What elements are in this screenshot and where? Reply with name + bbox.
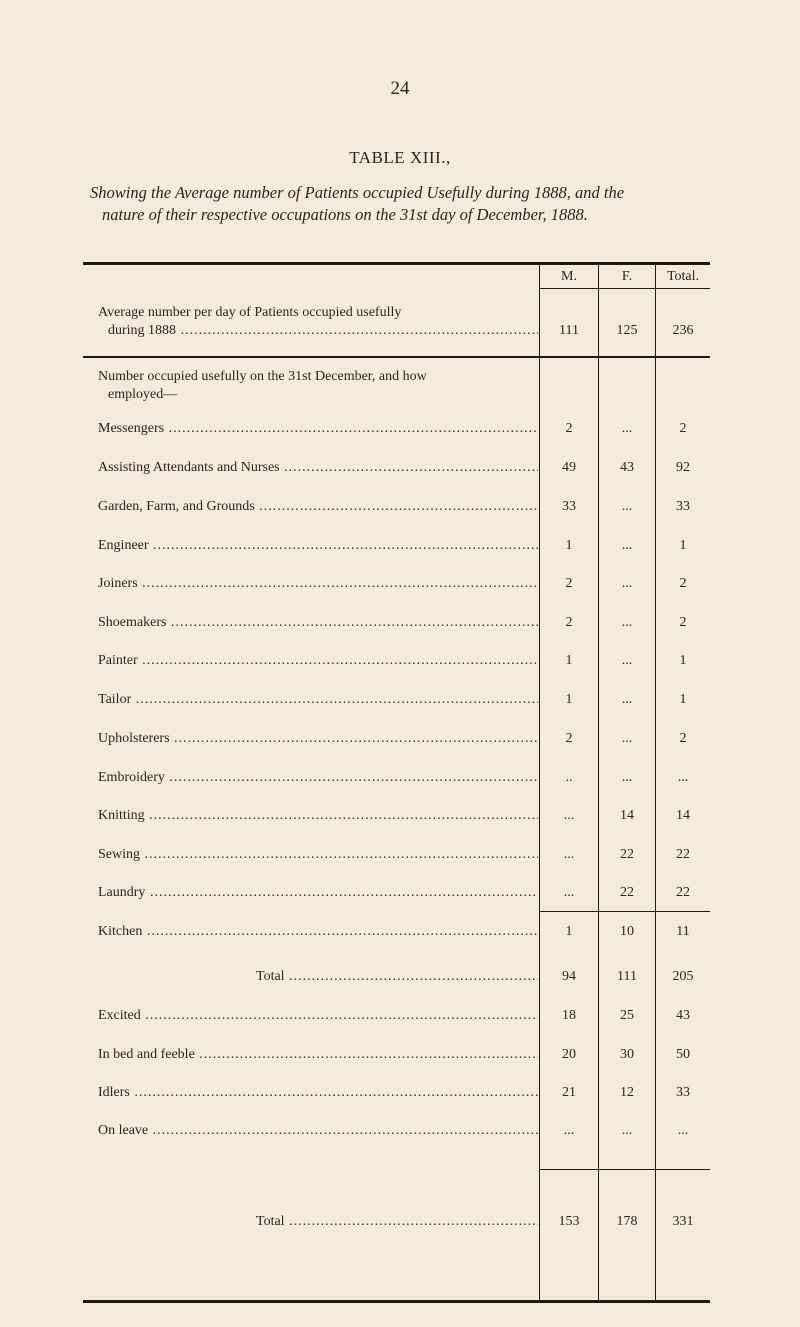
row-m: 1 — [565, 538, 573, 553]
subtotal-m: 94 — [562, 969, 576, 984]
table-top-rule — [83, 262, 710, 265]
row-label-text: Excited — [98, 1008, 141, 1023]
row-f: ... — [621, 1123, 633, 1138]
row-label-text: Kitchen — [98, 924, 143, 939]
row-m: ... — [563, 808, 575, 823]
average-f: 125 — [616, 323, 638, 338]
row-m: 49 — [562, 460, 576, 475]
row-label-text: Laundry — [98, 885, 146, 900]
row-f: 25 — [620, 1008, 634, 1023]
subtotal-rule — [539, 911, 710, 912]
row-f: ... — [621, 653, 633, 668]
table-row-label — [98, 923, 538, 941]
table-row-label — [98, 1046, 538, 1064]
table-row-label — [98, 1084, 538, 1102]
subtotal-f: 111 — [617, 969, 637, 984]
table-bottom-rule — [83, 1300, 710, 1303]
row-total: 22 — [676, 885, 690, 900]
row-f: ... — [621, 421, 633, 436]
row-label-text: Sewing — [98, 847, 140, 862]
table-row-label — [98, 459, 538, 477]
grand-total-label — [98, 1213, 538, 1231]
row-total: 33 — [676, 499, 690, 514]
row-label-text: Messengers — [98, 421, 165, 436]
row-f: 14 — [620, 808, 634, 823]
row-m: 20 — [562, 1047, 576, 1062]
row-m: 18 — [562, 1008, 576, 1023]
subtotal-total: 205 — [672, 969, 694, 984]
row-total: 11 — [676, 924, 690, 939]
row-total: 2 — [679, 576, 687, 591]
subtitle-line-2: nature of their respective occupations on the 31st day of December, 1888. — [102, 205, 588, 224]
subtotal-label-text: Total — [256, 969, 285, 984]
table-row-label — [98, 769, 538, 787]
row-label-text: In bed and feeble — [98, 1047, 195, 1062]
row-m: 2 — [565, 731, 573, 746]
row-m: 21 — [562, 1085, 576, 1100]
table-row-label — [98, 730, 538, 748]
column-header-total: Total. — [666, 269, 700, 284]
row-label-text: Embroidery — [98, 770, 165, 785]
page-number: 24 — [390, 78, 410, 99]
row-f: 12 — [620, 1085, 634, 1100]
row-label-text: Knitting — [98, 808, 145, 823]
row-m: ... — [563, 1123, 575, 1138]
row-total: 22 — [676, 847, 690, 862]
row-total: 2 — [679, 615, 687, 630]
table-row-label — [98, 420, 538, 438]
row-m: 1 — [565, 653, 573, 668]
row-f: ... — [621, 615, 633, 630]
row-f: ... — [621, 692, 633, 707]
row-label-text: Garden, Farm, and Grounds — [98, 499, 255, 514]
table-row-label — [98, 846, 538, 864]
row-m: 2 — [565, 421, 573, 436]
row-total: 1 — [679, 692, 687, 707]
row-total: 43 — [676, 1008, 690, 1023]
row-f: 10 — [620, 924, 634, 939]
row-total: 1 — [679, 538, 687, 553]
row-m: 2 — [565, 615, 573, 630]
row-label-text: Assisting Attendants and Nurses — [98, 460, 280, 475]
row-f: 22 — [620, 885, 634, 900]
row-total: 1 — [679, 653, 687, 668]
employed-heading-line-2: employed— — [108, 387, 178, 402]
row-total: 33 — [676, 1085, 690, 1100]
row-m: 33 — [562, 499, 576, 514]
row-label-text: Shoemakers — [98, 615, 167, 630]
row-m: .. — [565, 770, 573, 785]
row-label-text: Joiners — [98, 576, 138, 591]
grand-total-m: 153 — [558, 1214, 580, 1229]
row-total: ... — [677, 770, 689, 785]
row-m: 2 — [565, 576, 573, 591]
row-f: 30 — [620, 1047, 634, 1062]
average-label-line-1: Average number per day of Patients occupied usefully — [98, 305, 402, 320]
row-f: ... — [621, 770, 633, 785]
row-m: ... — [563, 847, 575, 862]
subtotal-label — [98, 968, 538, 986]
column-header-f: F. — [621, 269, 633, 284]
column-header-m: M. — [561, 269, 577, 284]
table-row-label — [98, 575, 538, 593]
row-label-text: Engineer — [98, 538, 149, 553]
table-row-label — [98, 807, 538, 825]
row-label-text: Idlers — [98, 1085, 130, 1100]
row-total: 2 — [679, 731, 687, 746]
table-row-label — [98, 614, 538, 632]
row-total: 50 — [676, 1047, 690, 1062]
table-row-label — [98, 884, 538, 902]
table-row-label — [98, 691, 538, 709]
row-f: ... — [621, 538, 633, 553]
row-label-text: Tailor — [98, 692, 132, 707]
row-m: ... — [563, 885, 575, 900]
table-title: TABLE XIII., — [349, 148, 451, 167]
row-f: ... — [621, 731, 633, 746]
row-f: 43 — [620, 460, 634, 475]
grand-total-f: 178 — [616, 1214, 638, 1229]
row-label-text: Upholsterers — [98, 731, 170, 746]
table-row-label — [98, 1122, 538, 1140]
row-total: 2 — [679, 421, 687, 436]
grand-total-total: 331 — [672, 1214, 694, 1229]
header-bottom-rule — [83, 356, 710, 358]
occupation-table — [83, 262, 710, 1305]
grand-total-label-text: Total — [256, 1214, 285, 1229]
average-m: 111 — [559, 323, 579, 338]
subtitle-line-1: Showing the Average number of Patients occupied Usefully during 1888, and the — [90, 183, 625, 202]
row-total: 14 — [676, 808, 690, 823]
row-f: ... — [621, 499, 633, 514]
grand-total-rule — [539, 1169, 710, 1170]
average-label-text: during 1888 — [108, 323, 177, 338]
row-m: 1 — [565, 924, 573, 939]
table-subtitle — [90, 182, 730, 226]
employed-heading-line-1: Number occupied usefully on the 31st December, and how — [98, 369, 427, 384]
row-total: 92 — [676, 460, 690, 475]
table-row-label — [98, 537, 538, 555]
table-row-label — [98, 1007, 538, 1025]
row-f: ... — [621, 576, 633, 591]
row-label-text: On leave — [98, 1123, 149, 1138]
table-row-label — [98, 652, 538, 670]
row-label-text: Painter — [98, 653, 138, 668]
row-f: 22 — [620, 847, 634, 862]
row-m: 1 — [565, 692, 573, 707]
header-rule — [539, 288, 710, 289]
average-total: 236 — [672, 323, 694, 338]
average-label-line-2 — [98, 322, 538, 340]
row-total: ... — [677, 1123, 689, 1138]
table-row-label — [98, 498, 538, 516]
